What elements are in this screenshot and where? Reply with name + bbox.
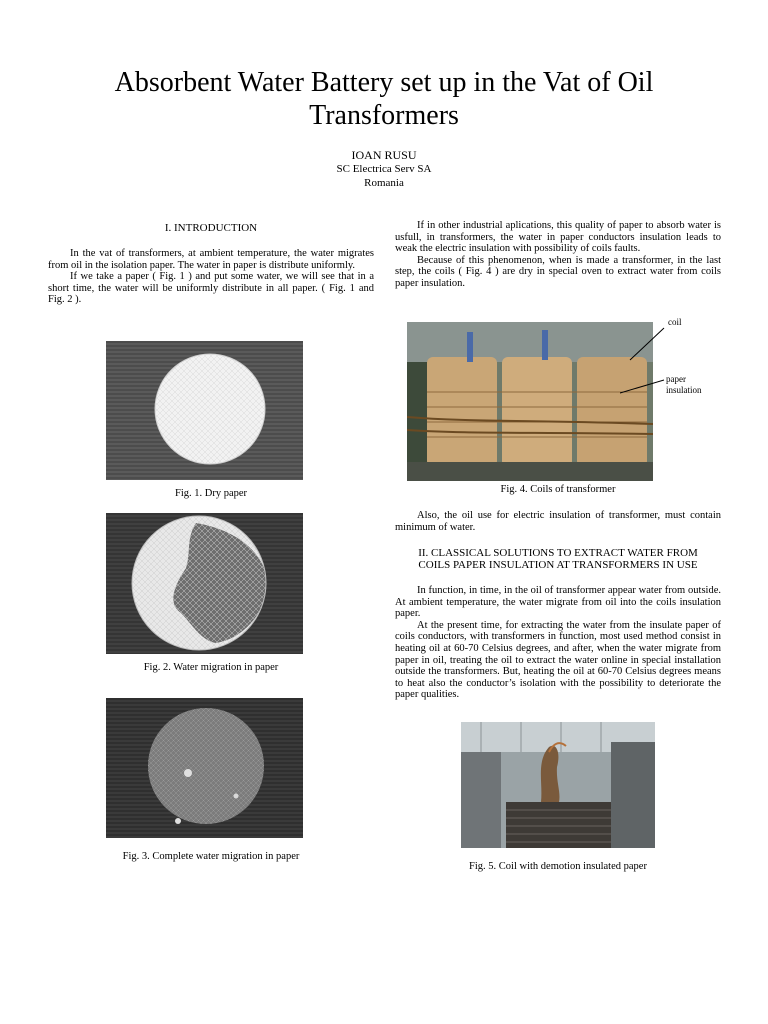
author-affiliation: SC Electrica Serv SA [336, 163, 432, 175]
classical-heading-line2: COILS PAPER INSULATION AT TRANSFORMERS IN USE [418, 559, 698, 571]
classical-heading-line1: II. CLASSICAL SOLUTIONS TO EXTRACT WATER FROM [418, 547, 698, 559]
coil-label: coil [668, 317, 682, 327]
figure-2-caption: Fig. 2. Water migration in paper [143, 662, 279, 673]
paper-title: Absorbent Water Battery set up in the Vat of Oil Transformers [114, 67, 654, 131]
oil-paragraph-text: Also, the oil use for electric insulation of transformer, must contain minimum of water. [395, 510, 721, 533]
author-country: Romania [364, 177, 404, 189]
oil-paragraph [395, 510, 721, 533]
complete-migration-photo [106, 698, 303, 838]
classical-paragraph-2: At the present time, for extracting the water from the insulate paper of coils conductors, with transformers in function, most used method consist in heating oil at 60-70 Celsius degrees, and after, when the water migrate from paper in oil, treating the oil to extract the water online in special installation outside the transformers. But, heating the oil at 60-70 Celsius degrees means to heat also the conductor’s isolation with the possibility to deteriorate the paper qualities. [395, 619, 721, 701]
intro-paragraph-2: If we take a paper ( Fig. 1 ) and put some water, we will see that in a short time, the water will be uniformly distribute in all paper. ( Fig. 1 and Fig. 2 ). [48, 271, 374, 306]
section-heading-introduction: I. INTRODUCTION [164, 222, 258, 234]
right-paragraph-1: If in other industrial aplications, this quality of paper to absorb water is usfull, in transformers, the water in paper conductors insulation leads to weak the electric insulation with possibility of coils faults. [395, 220, 721, 255]
author-name: IOAN RUSU [351, 148, 417, 162]
figure-5-caption: Fig. 5. Coil with demotion insulated paper [469, 861, 647, 872]
transformer-coils-photo [407, 322, 653, 481]
right-paragraph-2: Because of this phenomenon, when is made a transformer, in the last step, the coils ( Fig. 4 ) are dry in special oven to extract water from coils paper insulation. [395, 254, 721, 289]
right-column-intro-text [395, 220, 721, 290]
figure-1-image [106, 341, 303, 480]
figure-4-caption: Fig. 4. Coils of transformer [500, 484, 616, 495]
figure-4-image [407, 322, 653, 481]
classical-paragraph-1: In function, in time, in the oil of transformer appear water from outside. At ambient temperature, the water migrate from oil into the coils insulation paper. [395, 585, 721, 620]
demoted-coil-photo [461, 722, 655, 848]
intro-paragraph-1: In the vat of transformers, at ambient temperature, the water migrates from oil in the isolation paper. The water in paper is distribute uniformly. [48, 248, 374, 271]
dry-paper-photo [106, 341, 303, 480]
water-migration-photo [106, 513, 303, 654]
figure-5-image [461, 722, 655, 848]
figure-4-annotation-lines [620, 325, 670, 395]
figure-1-caption: Fig. 1. Dry paper [174, 488, 248, 499]
figure-3-caption: Fig. 3. Complete water migration in paper [122, 851, 300, 862]
paper-insulation-label-line2: insulation [666, 385, 702, 395]
intro-text [48, 248, 374, 306]
figure-3-image [106, 698, 303, 838]
classical-text [395, 585, 721, 701]
section-heading-classical-solutions [395, 547, 721, 571]
paper-insulation-label-line1: paper [666, 374, 686, 384]
figure-2-image [106, 513, 303, 654]
